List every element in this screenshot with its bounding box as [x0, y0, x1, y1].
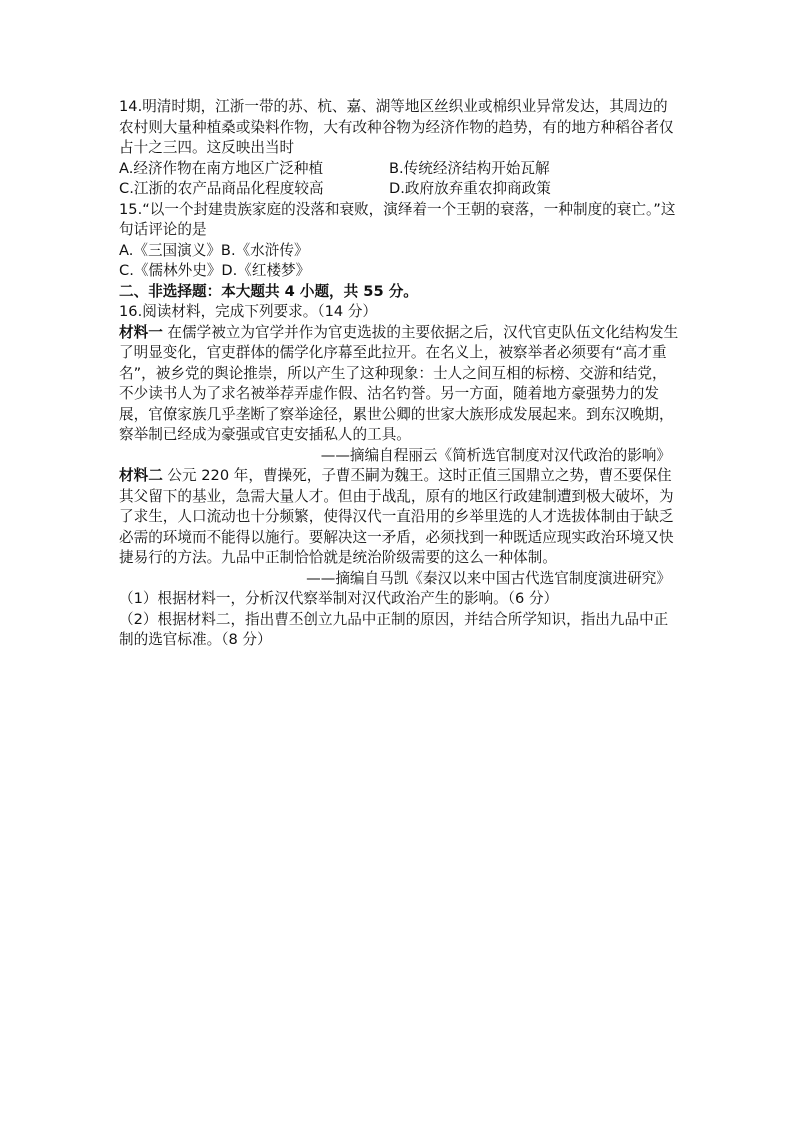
question-14-options-row-2	[119, 179, 679, 200]
question-14-option-d: D.政府放弃重农抑商政策	[389, 180, 551, 197]
question-16-intro: 16.阅读材料，完成下列要求。（14 分）	[119, 303, 378, 320]
question-14-options-row-1	[119, 159, 679, 180]
material-2-label: 材料二	[119, 467, 163, 484]
question-16-sub-2: （2）根据材料二，指出曹丕创立九品中正制的原因，并结合所学知识，指出九品中正制的选官标准。（8 分）	[119, 610, 669, 648]
material-1	[119, 323, 679, 446]
material-1-text: 在儒学被立为官学并作为官吏选拔的主要依据之后，汉代官吏队伍文化结构发生了明显变化，官吏群体的儒学化序幕至此拉开。在名义上，被察举者必须要有“高才重名”，被乡党的舆论推崇，所以产生了这种现象：士人之间互相的标榜、交游和结党，不少读书人为了求名被举荐弄虚作假、沽名钓誉。另一方面，随着地方豪强势力的发展，官僚家族几乎垄断了察举途径，累世公卿的世家大族形成发展起来。到东汉晚期，察举制已经成为豪强或官吏安插私人的工具。	[119, 323, 679, 443]
question-14-option-b: B.传统经济结构开始瓦解	[389, 159, 550, 177]
material-1-label: 材料一	[119, 323, 163, 341]
section-2-heading: 二、非选择题：本大题共 4 小题，共 55 分。	[119, 282, 418, 300]
material-2	[119, 466, 679, 569]
material-1-source: ——摘编自程丽云《简析选官制度对汉代政治的影响》	[320, 446, 671, 464]
question-16-sub-1: （1）根据材料一，分析汉代察举制对汉代政治产生的影响。（6 分）	[119, 590, 559, 607]
material-2-source: ——摘编自马凯《秦汉以来中国古代选官制度演进研究》	[306, 569, 671, 587]
exam-page	[119, 97, 679, 651]
question-14-stem: 14.明清时期，江浙一带的苏、杭、嘉、湖等地区丝织业或棉织业异常发达，其周边的农村则大量种植桑或染料作物，大有改种谷物为经济作物的趋势，有的地方种稻谷者仅占十之三四。这反映出当时	[119, 98, 674, 156]
question-15-options-ab: A.《三国演义》B.《水浒传》	[119, 241, 309, 259]
question-15-options-cd: C.《儒林外史》D.《红楼梦》	[119, 262, 311, 279]
question-15-stem: 15.“以一个封建贵族家庭的没落和衰败，演绎着一个王朝的衰落，一种制度的衰亡。”这句话评论的是	[119, 200, 676, 238]
material-2-text: 公元 220 年，曹操死，子曹丕嗣为魏王。这时正值三国鼎立之势，曹丕要保住其父留下的基业，急需大量人才。但由于战乱，原有的地区行政建制遭到极大破坏，为了求生，人口流动也十分频繁，使得汉代一直沿用的乡举里选的人才选拔体制由于缺乏必需的环境而不能得以施行。要解决这一矛盾，必须找到一种既适应现实政治环境又快捷易行的方法。九品中正制恰恰就是统治阶级需要的这么一种体制。	[119, 467, 674, 566]
question-14-option-c: C.江浙的农产品商品化程度较高	[119, 180, 324, 197]
question-14-option-a: A.经济作物在南方地区广泛种植	[119, 159, 324, 177]
